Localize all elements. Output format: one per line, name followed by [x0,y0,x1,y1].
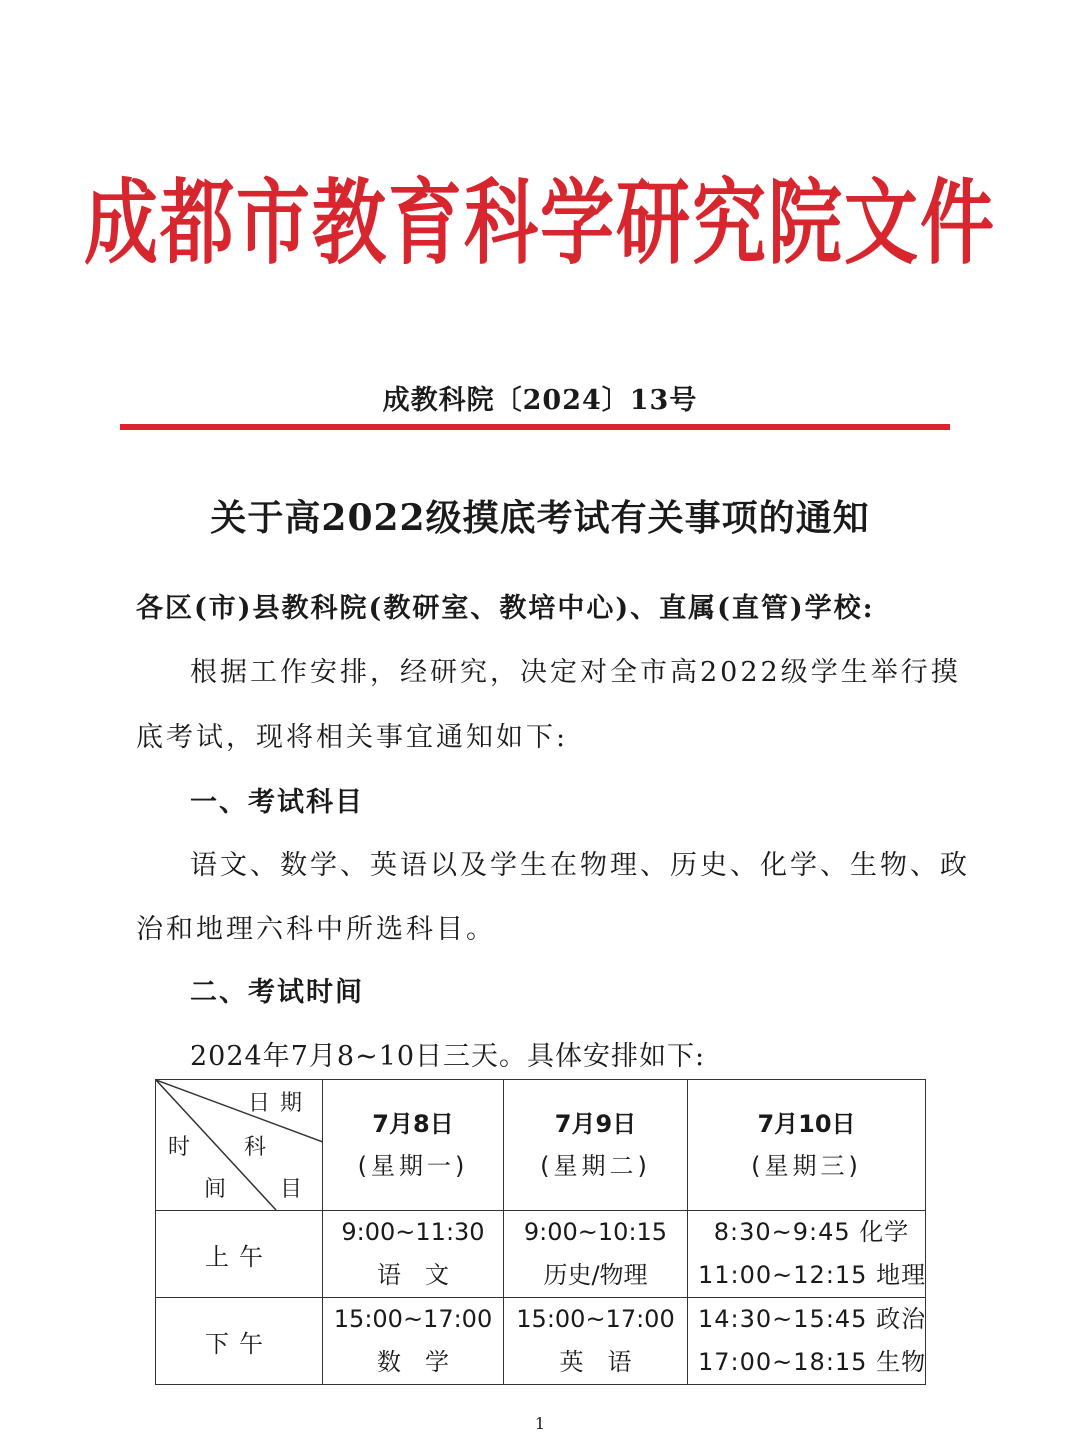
schedule-cell [688,1298,926,1385]
section-2-heading: 二、考试时间 [190,977,364,1008]
day-weekday: (星期三) [751,1152,862,1180]
corner-subject-mid: 科 [244,1135,267,1160]
day-weekday: (星期二) [540,1152,651,1180]
corner-time-top: 时 [168,1135,191,1160]
exam-time: 15:00~17:00 [516,1305,675,1333]
red-divider [120,424,950,430]
day-header-1 [323,1080,504,1211]
exam-time: 15:00~17:00 [333,1305,493,1333]
intro-line-2: 底考试，现将相关事宜通知如下: [136,722,569,753]
exam-schedule-table [155,1079,926,1385]
exam-subject: 数 学 [377,1348,449,1376]
day-date: 7月9日 [554,1110,637,1138]
exam-subject: 语 文 [377,1261,449,1289]
day-date: 7月8日 [372,1110,454,1138]
corner-date-label: 日期 [248,1091,313,1116]
exam-subject: 英 语 [559,1348,632,1376]
corner-header-cell [156,1080,323,1211]
document-title: 关于高2022级摸底考试有关事项的通知 [210,497,870,539]
intro-line-1: 根据工作安排，经研究，决定对全市高2022级学生举行摸 [190,657,961,688]
document-number: 成教科院〔2024〕13号 [382,385,698,416]
day-weekday: (星期一) [357,1152,469,1180]
section-1-line-1: 语文、数学、英语以及学生在物理、历史、化学、生物、政 [190,850,970,881]
exam-entry: 11:00~12:15 地理 [698,1261,927,1289]
day-header-3 [688,1080,926,1211]
exam-time: 9:00~11:30 [341,1218,485,1246]
exam-entry: 14:30~15:45 政治 [698,1305,927,1333]
exam-entry: 8:30~9:45 化学 [713,1218,910,1246]
section-1-line-2: 治和地理六科中所选科目。 [136,914,496,945]
corner-subject-bottom: 目 [280,1177,303,1202]
exam-entry: 17:00~18:15 生物 [698,1348,927,1376]
exam-subject: 历史/物理 [543,1261,648,1289]
schedule-cell [323,1211,504,1298]
slot-morning: 上午 [156,1211,323,1298]
exam-time: 9:00~10:15 [523,1218,668,1246]
day-header-2 [504,1080,688,1211]
schedule-cell [688,1211,926,1298]
schedule-cell [504,1298,688,1385]
section-1-heading: 一、考试科目 [190,787,364,818]
masthead: 成都市教育科学研究院文件 [84,170,996,278]
page-number: 1 [534,1414,546,1433]
slot-afternoon: 下午 [156,1298,323,1385]
corner-time-bottom: 间 [204,1177,227,1202]
schedule-cell [504,1211,688,1298]
salutation: 各区(市)县教科院(教研室、教培中心)、直属(直管)学校: [136,593,875,624]
day-date: 7月10日 [757,1110,856,1138]
section-2-line-1: 2024年7月8~10日三天。具体安排如下: [190,1041,706,1072]
schedule-cell [323,1298,504,1385]
